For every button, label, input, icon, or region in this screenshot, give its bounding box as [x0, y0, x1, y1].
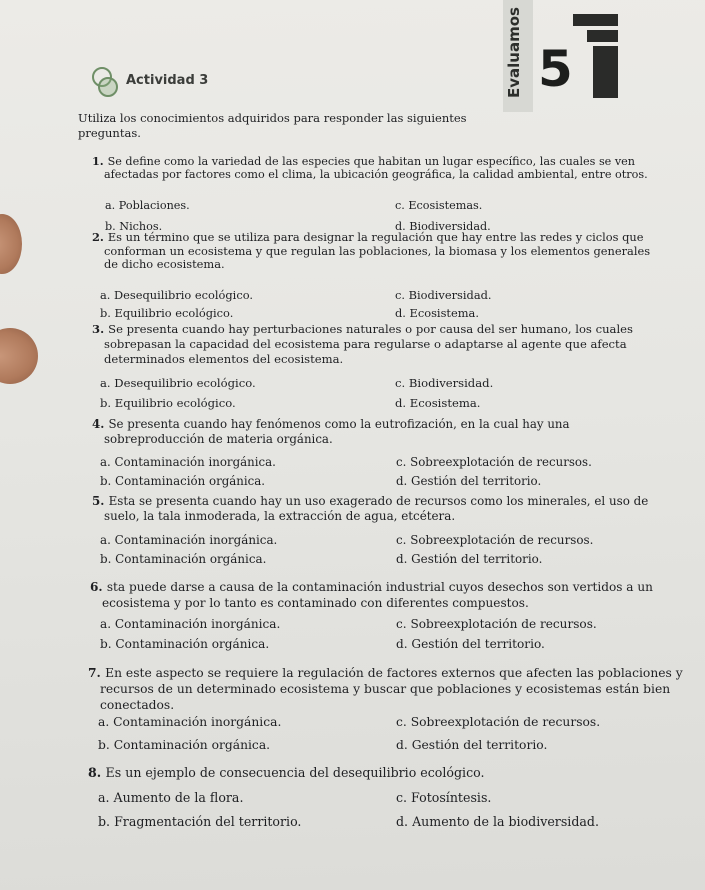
question-1 — [92, 155, 662, 181]
question-text: Es un término que se utiliza para designar la regulación que hay entre las redes y ciclos que conforman un ecosistema y que regulan las poblaciones, la biomasa y los elementos generales de dicho ecosistema. — [104, 230, 651, 271]
answer-option[interactable]: c. Sobreexplotación de recursos. — [396, 617, 597, 631]
answer-option[interactable]: c. Biodiversidad. — [395, 288, 492, 302]
answer-option[interactable]: a. Contaminación inorgánica. — [100, 533, 278, 547]
answer-option[interactable]: a. Aumento de la flora. — [98, 790, 244, 805]
question-number: 3. — [92, 322, 109, 336]
answer-option[interactable]: c. Ecosistemas. — [395, 199, 483, 212]
badge-number: 5 — [538, 40, 573, 98]
answer-option[interactable]: c. Sobreexplotación de recursos. — [396, 455, 592, 469]
question-4 — [92, 417, 672, 447]
question-text: Esta se presenta cuando hay un uso exagerado de recursos como los minerales, el uso de suelo, la tala inmoderada, la extracción de agua, etcétera. — [104, 494, 649, 523]
question-number: 5. — [92, 494, 109, 508]
question-number: 1. — [92, 154, 108, 168]
answer-option[interactable]: a. Contaminación inorgánica. — [98, 715, 282, 729]
evaluamos-badge — [503, 0, 623, 118]
question-3 — [92, 322, 662, 367]
question-number: 4. — [92, 417, 109, 431]
answer-option[interactable]: a. Desequilibrio ecológico. — [100, 288, 253, 302]
answer-option[interactable]: b. Contaminación orgánica. — [100, 637, 270, 651]
question-2 — [92, 231, 662, 272]
answer-option[interactable]: d. Ecosistema. — [395, 306, 479, 320]
answer-option[interactable]: a. Contaminación inorgánica. — [100, 455, 276, 469]
answer-option[interactable]: d. Gestión del territorio. — [396, 637, 545, 651]
answer-option[interactable]: b. Fragmentación del territorio. — [98, 814, 302, 829]
question-text: Se define como la variedad de las especies que habitan un lugar específico, las cuales se ven afectadas por factores como el clima, la ubicación geográfica, la calidad ambiental, entre otros. — [104, 155, 648, 181]
badge-label: Evaluamos — [505, 7, 523, 98]
answer-option[interactable]: b. Contaminación orgánica. — [100, 552, 267, 566]
answer-option[interactable]: b. Equilibrio ecológico. — [100, 306, 234, 320]
question-text: Es un ejemplo de consecuencia del desequilibrio ecológico. — [105, 765, 485, 780]
answer-option[interactable]: c. Sobreexplotación de recursos. — [396, 715, 601, 729]
badge-step — [573, 14, 618, 26]
activity-header — [88, 62, 468, 98]
question-6 — [90, 579, 680, 611]
answer-option[interactable]: b. Contaminación orgánica. — [100, 474, 266, 488]
answer-option[interactable]: a. Contaminación inorgánica. — [100, 617, 281, 631]
question-text: Se presenta cuando hay fenómenos como la eutrofización, en la cual hay una sobreproducción de materia orgánica. — [104, 417, 570, 446]
answer-option[interactable]: b. Contaminación orgánica. — [98, 738, 271, 752]
question-8 — [88, 765, 683, 781]
answer-option[interactable]: c. Biodiversidad. — [395, 376, 494, 390]
badge-step — [587, 30, 618, 42]
answer-option[interactable]: b. Nichos. — [105, 220, 163, 233]
activity-title: Actividad 3 — [126, 72, 209, 88]
question-text: En este aspecto se requiere la regulación de factores externos que afecten las poblaciones y recursos de un determinado ecosistema y buscar que poblaciones y ecosistemas están bien conectados. — [100, 666, 683, 712]
answer-option[interactable]: d. Biodiversidad. — [395, 220, 491, 233]
question-text: sta puede darse a causa de la contaminación industrial cuyos desechos son vertidos a un ecosistema y por lo tanto es contaminado con diferentes compuestos. — [102, 580, 653, 610]
answer-option[interactable]: b. Equilibrio ecológico. — [100, 396, 236, 410]
answer-option[interactable]: c. Fotosíntesis. — [396, 790, 492, 805]
question-text: Se presenta cuando hay perturbaciones naturales o por causa del ser humano, los cuales sobrepasan la capacidad del ecosistema para regularse o adaptarse al agente que afecta determinados elementos del ecosistema. — [104, 322, 633, 366]
answer-option[interactable]: d. Aumento de la biodiversidad. — [396, 814, 599, 829]
answer-option[interactable]: c. Sobreexplotación de recursos. — [396, 533, 594, 547]
question-7 — [88, 665, 683, 713]
activity-icon — [88, 65, 118, 95]
answer-option[interactable]: d. Ecosistema. — [395, 396, 481, 410]
question-number: 7. — [88, 665, 106, 680]
answer-option[interactable]: d. Gestión del territorio. — [396, 474, 542, 488]
answer-option[interactable]: a. Desequilibrio ecológico. — [100, 376, 256, 390]
answer-option[interactable]: a. Poblaciones. — [105, 199, 190, 212]
question-number: 2. — [92, 230, 108, 244]
answer-option[interactable]: d. Gestión del territorio. — [396, 738, 548, 752]
badge-step — [593, 46, 618, 98]
question-number: 6. — [90, 580, 107, 594]
answer-option[interactable]: d. Gestión del territorio. — [396, 552, 543, 566]
question-number: 8. — [88, 765, 106, 780]
instructions: Utiliza los conocimientos adquiridos para responder las siguientes preguntas. — [78, 111, 467, 140]
question-5 — [92, 494, 677, 524]
